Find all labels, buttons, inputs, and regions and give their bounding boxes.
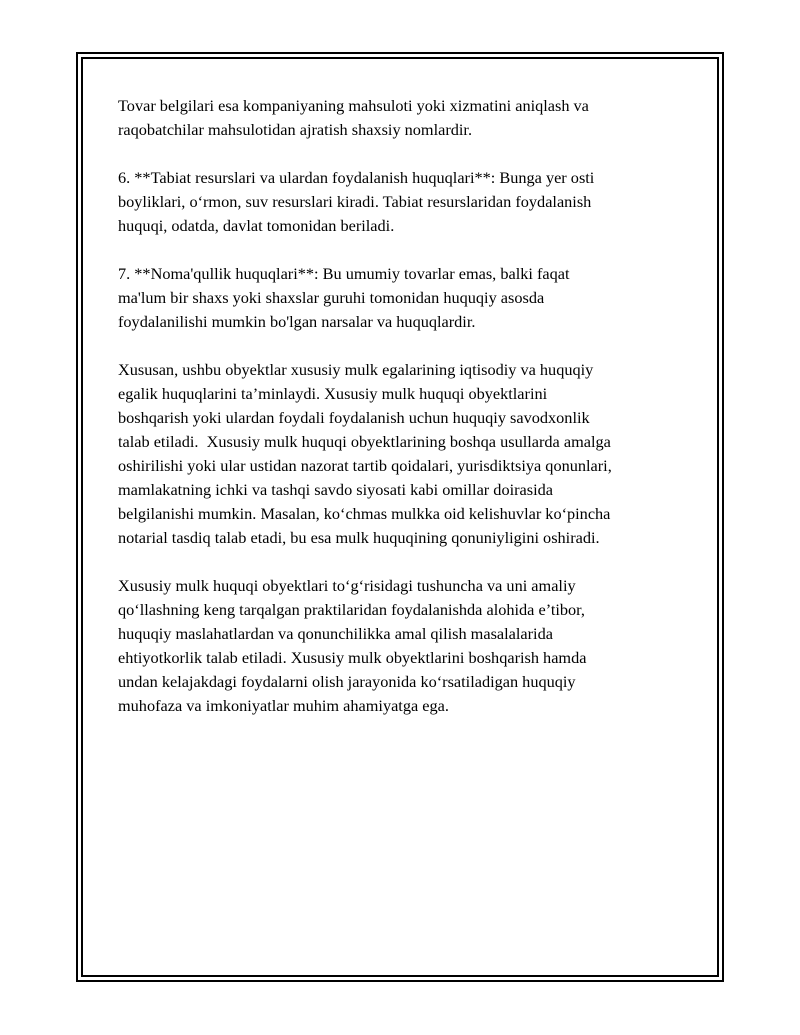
text-line: egalik huquqlarini ta’minlaydi. Xususiy mulk huquqi obyektlarini: [118, 384, 548, 403]
paragraph-3: [118, 262, 688, 334]
text-line: huquqi, odatda, davlat tomonidan beriladi.: [118, 216, 395, 235]
document-body: [118, 94, 688, 742]
text-line: Xususiy mulk huquqi obyektlari to‘g‘risidagi tushuncha va uni amaliy: [118, 576, 576, 595]
text-line: Xususan, ushbu obyektlar xususiy mulk egalarining iqtisodiy va huquqiy: [118, 360, 594, 379]
text-line: Tovar belgilari esa kompaniyaning mahsuloti yoki xizmatini aniqlash va: [118, 96, 589, 115]
text-line: oshirilishi yoki ular ustidan nazorat tartib qoidalari, yurisdiktsiya qonunlari,: [118, 456, 612, 475]
text-line: 6. **Tabiat resurslari va ulardan foydalanish huquqlari**: Bunga yer osti: [118, 168, 595, 187]
text-line: ehtiyotkorlik talab etiladi. Xususiy mulk obyektlarini boshqarish hamda: [118, 648, 587, 667]
text-line: mamlakatning ichki va tashqi savdo siyosati kabi omillar doirasida: [118, 480, 553, 499]
text-line: ma'lum bir shaxs yoki shaxslar guruhi tomonidan huquqiy asosda: [118, 288, 545, 307]
text-line: boyliklari, o‘rmon, suv resurslari kiradi. Tabiat resurslaridan foydalanish: [118, 192, 592, 211]
text-line: talab etiladi. Xususiy mulk huquqi obyektlarining boshqa usullarda amalga: [118, 432, 611, 451]
paragraph-1: [118, 94, 688, 142]
text-line: boshqarish yoki ulardan foydali foydalanish uchun huquqiy savodxonlik: [118, 408, 590, 427]
paragraph-4: [118, 358, 688, 550]
paragraph-5: [118, 574, 688, 718]
text-line: raqobatchilar mahsulotidan ajratish shaxsiy nomlardir.: [118, 120, 473, 139]
text-line: huquqiy maslahatlardan va qonunchilikka amal qilish masalalarida: [118, 624, 553, 643]
paragraph-2: [118, 166, 688, 238]
text-line: 7. **Noma'qullik huquqlari**: Bu umumiy tovarlar emas, balki faqat: [118, 264, 570, 283]
text-line: undan kelajakdagi foydalarni olish jarayonida ko‘rsatiladigan huquqiy: [118, 672, 576, 691]
text-line: muhofaza va imkoniyatlar muhim ahamiyatga ega.: [118, 696, 449, 715]
text-line: qo‘llashning keng tarqalgan praktilaridan foydalanishda alohida e’tibor,: [118, 600, 585, 619]
text-line: notarial tasdiq talab etadi, bu esa mulk huquqining qonuniyligini oshiradi.: [118, 528, 600, 547]
text-line: foydalanilishi mumkin bo'lgan narsalar va huquqlardir.: [118, 312, 476, 331]
text-line: belgilanishi mumkin. Masalan, ko‘chmas mulkka oid kelishuvlar ko‘pincha: [118, 504, 611, 523]
